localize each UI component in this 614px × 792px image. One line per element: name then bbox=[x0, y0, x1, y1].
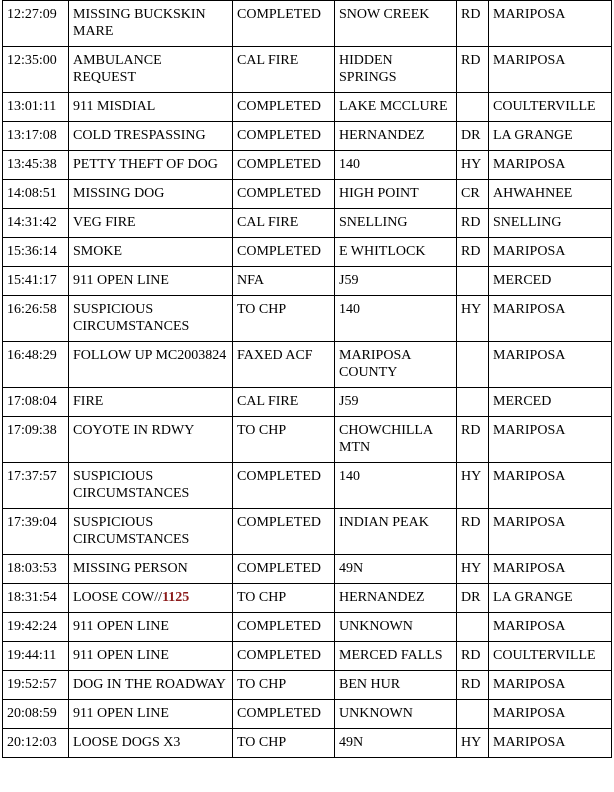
call-type-cell-text: COLD TRESPASSING bbox=[73, 128, 206, 143]
location-cell bbox=[335, 388, 457, 417]
disposition-cell bbox=[233, 209, 335, 238]
disposition-cell bbox=[233, 296, 335, 342]
city-cell bbox=[489, 209, 612, 238]
table-row bbox=[3, 642, 612, 671]
call-type-cell-text: LOOSE DOGS X3 bbox=[73, 735, 181, 750]
disposition-cell-text: TO CHP bbox=[237, 735, 287, 750]
road-type-cell-text: HY bbox=[461, 561, 482, 576]
time-cell bbox=[3, 342, 69, 388]
disposition-cell bbox=[233, 47, 335, 93]
time-cell bbox=[3, 151, 69, 180]
city-cell bbox=[489, 417, 612, 463]
call-type-cell-text: AMBULANCE REQUEST bbox=[73, 53, 162, 85]
city-cell-text: MERCED bbox=[493, 394, 552, 409]
location-cell-text: MERCED FALLS bbox=[339, 648, 443, 663]
road-type-cell bbox=[457, 417, 489, 463]
road-type-cell bbox=[457, 180, 489, 209]
time-cell-text: 19:44:11 bbox=[7, 648, 57, 663]
location-cell bbox=[335, 267, 457, 296]
disposition-cell-text: COMPLETED bbox=[237, 186, 321, 201]
call-type-cell-text: 911 MISDIAL bbox=[73, 99, 156, 114]
road-type-cell bbox=[457, 151, 489, 180]
call-type-cell-text: FIRE bbox=[73, 394, 104, 409]
location-cell bbox=[335, 584, 457, 613]
disposition-cell bbox=[233, 463, 335, 509]
call-type-cell bbox=[69, 584, 233, 613]
disposition-cell-text: TO CHP bbox=[237, 677, 287, 692]
table-row bbox=[3, 671, 612, 700]
time-cell bbox=[3, 671, 69, 700]
time-cell bbox=[3, 296, 69, 342]
disposition-cell-text: FAXED ACF bbox=[237, 348, 313, 363]
location-cell bbox=[335, 417, 457, 463]
time-cell-text: 15:41:17 bbox=[7, 273, 57, 288]
road-type-cell-text: RD bbox=[461, 515, 481, 530]
time-cell bbox=[3, 463, 69, 509]
road-type-cell-text: HY bbox=[461, 735, 482, 750]
city-cell-text: MARIPOSA bbox=[493, 423, 566, 438]
disposition-cell bbox=[233, 180, 335, 209]
table-row bbox=[3, 296, 612, 342]
city-cell-text: MARIPOSA bbox=[493, 561, 566, 576]
disposition-cell-text: NFA bbox=[237, 273, 264, 288]
disposition-cell-text: COMPLETED bbox=[237, 469, 321, 484]
disposition-cell-text: COMPLETED bbox=[237, 7, 321, 22]
road-type-cell-text: RD bbox=[461, 215, 481, 230]
disposition-cell bbox=[233, 342, 335, 388]
road-type-cell-text: RD bbox=[461, 677, 481, 692]
time-cell bbox=[3, 267, 69, 296]
road-type-cell-text: RD bbox=[461, 53, 481, 68]
disposition-cell-text: COMPLETED bbox=[237, 128, 321, 143]
city-cell-text: MERCED bbox=[493, 273, 552, 288]
city-cell-text: MARIPOSA bbox=[493, 735, 566, 750]
table-row bbox=[3, 180, 612, 209]
call-type-cell bbox=[69, 47, 233, 93]
time-cell bbox=[3, 238, 69, 267]
disposition-cell-text: COMPLETED bbox=[237, 99, 321, 114]
city-cell bbox=[489, 613, 612, 642]
location-cell bbox=[335, 151, 457, 180]
table-row bbox=[3, 267, 612, 296]
location-cell-text: SNOW CREEK bbox=[339, 7, 430, 22]
city-cell bbox=[489, 671, 612, 700]
city-cell bbox=[489, 180, 612, 209]
call-type-cell bbox=[69, 388, 233, 417]
call-type-cell-text: MISSING DOG bbox=[73, 186, 165, 201]
city-cell bbox=[489, 93, 612, 122]
time-cell bbox=[3, 122, 69, 151]
time-cell-text: 16:48:29 bbox=[7, 348, 57, 363]
location-cell-text: UNKNOWN bbox=[339, 619, 413, 634]
call-type-cell bbox=[69, 209, 233, 238]
disposition-cell-text: TO CHP bbox=[237, 423, 287, 438]
call-type-cell bbox=[69, 417, 233, 463]
location-cell-text: SNELLING bbox=[339, 215, 408, 230]
road-type-cell bbox=[457, 388, 489, 417]
disposition-cell bbox=[233, 555, 335, 584]
time-cell bbox=[3, 93, 69, 122]
call-type-cell bbox=[69, 1, 233, 47]
call-type-cell bbox=[69, 642, 233, 671]
road-type-cell bbox=[457, 47, 489, 93]
location-cell bbox=[335, 180, 457, 209]
call-type-cell bbox=[69, 700, 233, 729]
time-cell bbox=[3, 700, 69, 729]
location-cell bbox=[335, 671, 457, 700]
time-cell-text: 14:31:42 bbox=[7, 215, 57, 230]
disposition-cell bbox=[233, 642, 335, 671]
city-cell bbox=[489, 642, 612, 671]
road-type-cell bbox=[457, 584, 489, 613]
road-type-cell-text: HY bbox=[461, 302, 482, 317]
road-type-cell bbox=[457, 342, 489, 388]
table-row bbox=[3, 584, 612, 613]
location-cell-text: LAKE MCCLURE bbox=[339, 99, 448, 114]
location-cell-text: INDIAN PEAK bbox=[339, 515, 429, 530]
city-cell bbox=[489, 267, 612, 296]
call-type-cell-text: SUSPICIOUS CIRCUMSTANCES bbox=[73, 515, 190, 547]
road-type-cell bbox=[457, 238, 489, 267]
disposition-cell-text: CAL FIRE bbox=[237, 394, 299, 409]
time-cell-text: 15:36:14 bbox=[7, 244, 57, 259]
disposition-cell-text: TO CHP bbox=[237, 302, 287, 317]
road-type-cell bbox=[457, 267, 489, 296]
city-cell bbox=[489, 463, 612, 509]
city-cell bbox=[489, 388, 612, 417]
time-cell-text: 12:27:09 bbox=[7, 7, 57, 22]
city-cell-text: MARIPOSA bbox=[493, 244, 566, 259]
table-row bbox=[3, 1, 612, 47]
call-code-highlight: 1125 bbox=[162, 590, 190, 605]
time-cell bbox=[3, 584, 69, 613]
road-type-cell-text: HY bbox=[461, 469, 482, 484]
call-type-cell bbox=[69, 180, 233, 209]
time-cell-text: 16:26:58 bbox=[7, 302, 57, 317]
table-row bbox=[3, 463, 612, 509]
location-cell-text: 49N bbox=[339, 735, 364, 750]
city-cell bbox=[489, 238, 612, 267]
road-type-cell bbox=[457, 122, 489, 151]
time-cell-text: 20:08:59 bbox=[7, 706, 57, 721]
time-cell bbox=[3, 1, 69, 47]
location-cell bbox=[335, 342, 457, 388]
location-cell-text: CHOWCHILLA MTN bbox=[339, 423, 433, 455]
time-cell-text: 18:31:54 bbox=[7, 590, 57, 605]
city-cell bbox=[489, 342, 612, 388]
time-cell bbox=[3, 613, 69, 642]
disposition-cell bbox=[233, 267, 335, 296]
location-cell bbox=[335, 296, 457, 342]
location-cell bbox=[335, 209, 457, 238]
table-row bbox=[3, 151, 612, 180]
city-cell bbox=[489, 729, 612, 758]
time-cell-text: 19:52:57 bbox=[7, 677, 57, 692]
disposition-cell-text: COMPLETED bbox=[237, 619, 321, 634]
call-type-cell-text: MISSING PERSON bbox=[73, 561, 188, 576]
road-type-cell-text: CR bbox=[461, 186, 480, 201]
location-cell-text: 140 bbox=[339, 157, 360, 172]
disposition-cell-text: TO CHP bbox=[237, 590, 287, 605]
call-type-cell-text: 911 OPEN LINE bbox=[73, 706, 169, 721]
location-cell bbox=[335, 700, 457, 729]
time-cell-text: 13:45:38 bbox=[7, 157, 57, 172]
call-type-cell-text: MISSING BUCKSKIN MARE bbox=[73, 7, 206, 39]
call-type-cell bbox=[69, 729, 233, 758]
call-type-cell bbox=[69, 463, 233, 509]
city-cell bbox=[489, 555, 612, 584]
road-type-cell bbox=[457, 729, 489, 758]
city-cell-text: MARIPOSA bbox=[493, 302, 566, 317]
disposition-cell-text: COMPLETED bbox=[237, 706, 321, 721]
road-type-cell bbox=[457, 209, 489, 238]
city-cell-text: AHWAHNEE bbox=[493, 186, 573, 201]
time-cell bbox=[3, 642, 69, 671]
city-cell-text: MARIPOSA bbox=[493, 157, 566, 172]
time-cell bbox=[3, 555, 69, 584]
time-cell bbox=[3, 47, 69, 93]
table-row bbox=[3, 388, 612, 417]
disposition-cell-text: COMPLETED bbox=[237, 648, 321, 663]
location-cell-text: J59 bbox=[339, 273, 359, 288]
call-type-cell-text: 911 OPEN LINE bbox=[73, 273, 169, 288]
road-type-cell bbox=[457, 671, 489, 700]
city-cell bbox=[489, 151, 612, 180]
table-row bbox=[3, 342, 612, 388]
city-cell-text: LA GRANGE bbox=[493, 128, 573, 143]
call-type-cell bbox=[69, 555, 233, 584]
call-type-cell-text: FOLLOW UP MC2003824 bbox=[73, 348, 227, 363]
time-cell-text: 17:08:04 bbox=[7, 394, 57, 409]
location-cell bbox=[335, 93, 457, 122]
disposition-cell bbox=[233, 238, 335, 267]
time-cell bbox=[3, 180, 69, 209]
road-type-cell-text: HY bbox=[461, 157, 482, 172]
time-cell-text: 13:17:08 bbox=[7, 128, 57, 143]
city-cell bbox=[489, 1, 612, 47]
disposition-cell-text: COMPLETED bbox=[237, 244, 321, 259]
road-type-cell bbox=[457, 509, 489, 555]
location-cell-text: UNKNOWN bbox=[339, 706, 413, 721]
table-row bbox=[3, 47, 612, 93]
city-cell-text: MARIPOSA bbox=[493, 469, 566, 484]
time-cell-text: 13:01:11 bbox=[7, 99, 57, 114]
table-row bbox=[3, 209, 612, 238]
road-type-cell-text: RD bbox=[461, 244, 481, 259]
location-cell-text: 140 bbox=[339, 302, 360, 317]
city-cell-text: MARIPOSA bbox=[493, 706, 566, 721]
city-cell-text: MARIPOSA bbox=[493, 677, 566, 692]
disposition-cell bbox=[233, 122, 335, 151]
table-row bbox=[3, 729, 612, 758]
road-type-cell-text: RD bbox=[461, 648, 481, 663]
location-cell-text: HERNANDEZ bbox=[339, 128, 425, 143]
disposition-cell bbox=[233, 1, 335, 47]
table-row bbox=[3, 238, 612, 267]
time-cell bbox=[3, 209, 69, 238]
disposition-cell bbox=[233, 700, 335, 729]
location-cell-text: 140 bbox=[339, 469, 360, 484]
road-type-cell bbox=[457, 463, 489, 509]
call-type-cell bbox=[69, 151, 233, 180]
time-cell-text: 18:03:53 bbox=[7, 561, 57, 576]
road-type-cell bbox=[457, 296, 489, 342]
call-type-cell-text: VEG FIRE bbox=[73, 215, 136, 230]
call-type-cell-text: LOOSE COW// bbox=[73, 590, 163, 605]
call-type-cell-text: PETTY THEFT OF DOG bbox=[73, 157, 218, 172]
city-cell bbox=[489, 122, 612, 151]
disposition-cell-text: COMPLETED bbox=[237, 157, 321, 172]
call-type-cell bbox=[69, 671, 233, 700]
call-type-cell bbox=[69, 267, 233, 296]
table-row bbox=[3, 417, 612, 463]
disposition-cell-text: CAL FIRE bbox=[237, 215, 299, 230]
city-cell-text: MARIPOSA bbox=[493, 515, 566, 530]
call-log-table bbox=[2, 0, 612, 758]
location-cell-text: BEN HUR bbox=[339, 677, 401, 692]
call-type-cell bbox=[69, 342, 233, 388]
location-cell bbox=[335, 1, 457, 47]
location-cell bbox=[335, 122, 457, 151]
table-row bbox=[3, 122, 612, 151]
location-cell bbox=[335, 463, 457, 509]
call-type-cell-text: SUSPICIOUS CIRCUMSTANCES bbox=[73, 302, 190, 334]
city-cell-text: COULTERVILLE bbox=[493, 648, 596, 663]
city-cell-text: MARIPOSA bbox=[493, 348, 566, 363]
location-cell-text: HIGH POINT bbox=[339, 186, 419, 201]
road-type-cell-text: DR bbox=[461, 128, 481, 143]
disposition-cell bbox=[233, 613, 335, 642]
location-cell bbox=[335, 509, 457, 555]
location-cell bbox=[335, 238, 457, 267]
location-cell-text: MARIPOSA COUNTY bbox=[339, 348, 411, 380]
time-cell-text: 17:39:04 bbox=[7, 515, 57, 530]
disposition-cell-text: COMPLETED bbox=[237, 515, 321, 530]
city-cell bbox=[489, 47, 612, 93]
time-cell-text: 17:37:57 bbox=[7, 469, 57, 484]
location-cell bbox=[335, 642, 457, 671]
call-type-cell bbox=[69, 238, 233, 267]
road-type-cell bbox=[457, 642, 489, 671]
call-type-cell-text: 911 OPEN LINE bbox=[73, 619, 169, 634]
disposition-cell bbox=[233, 93, 335, 122]
city-cell-text: MARIPOSA bbox=[493, 619, 566, 634]
disposition-cell bbox=[233, 509, 335, 555]
call-type-cell-text: SMOKE bbox=[73, 244, 123, 259]
location-cell-text: E WHITLOCK bbox=[339, 244, 426, 259]
call-type-cell-text: DOG IN THE ROADWAY bbox=[73, 677, 226, 692]
call-type-cell-text: COYOTE IN RDWY bbox=[73, 423, 195, 438]
city-cell-text: MARIPOSA bbox=[493, 53, 566, 68]
location-cell-text: 49N bbox=[339, 561, 364, 576]
call-type-cell bbox=[69, 296, 233, 342]
city-cell bbox=[489, 584, 612, 613]
call-type-cell bbox=[69, 613, 233, 642]
table-row bbox=[3, 509, 612, 555]
road-type-cell bbox=[457, 613, 489, 642]
call-type-cell-text: SUSPICIOUS CIRCUMSTANCES bbox=[73, 469, 190, 501]
road-type-cell bbox=[457, 1, 489, 47]
road-type-cell-text: DR bbox=[461, 590, 481, 605]
location-cell bbox=[335, 47, 457, 93]
time-cell-text: 12:35:00 bbox=[7, 53, 57, 68]
location-cell-text: HERNANDEZ bbox=[339, 590, 425, 605]
road-type-cell bbox=[457, 700, 489, 729]
time-cell-text: 14:08:51 bbox=[7, 186, 57, 201]
location-cell-text: J59 bbox=[339, 394, 359, 409]
road-type-cell-text: RD bbox=[461, 423, 481, 438]
call-log-body bbox=[3, 1, 612, 758]
disposition-cell-text: CAL FIRE bbox=[237, 53, 299, 68]
time-cell bbox=[3, 417, 69, 463]
time-cell bbox=[3, 509, 69, 555]
table-row bbox=[3, 700, 612, 729]
call-type-cell bbox=[69, 93, 233, 122]
disposition-cell bbox=[233, 729, 335, 758]
city-cell-text: LA GRANGE bbox=[493, 590, 573, 605]
city-cell bbox=[489, 296, 612, 342]
time-cell bbox=[3, 729, 69, 758]
road-type-cell bbox=[457, 555, 489, 584]
city-cell-text: SNELLING bbox=[493, 215, 562, 230]
table-row bbox=[3, 93, 612, 122]
call-type-cell-text: 911 OPEN LINE bbox=[73, 648, 169, 663]
disposition-cell bbox=[233, 584, 335, 613]
time-cell bbox=[3, 388, 69, 417]
call-type-cell bbox=[69, 122, 233, 151]
location-cell bbox=[335, 729, 457, 758]
disposition-cell bbox=[233, 417, 335, 463]
disposition-cell bbox=[233, 151, 335, 180]
time-cell-text: 20:12:03 bbox=[7, 735, 57, 750]
road-type-cell bbox=[457, 93, 489, 122]
disposition-cell-text: COMPLETED bbox=[237, 561, 321, 576]
city-cell bbox=[489, 509, 612, 555]
table-row bbox=[3, 555, 612, 584]
city-cell bbox=[489, 700, 612, 729]
disposition-cell bbox=[233, 671, 335, 700]
disposition-cell bbox=[233, 388, 335, 417]
time-cell-text: 19:42:24 bbox=[7, 619, 57, 634]
time-cell-text: 17:09:38 bbox=[7, 423, 57, 438]
location-cell bbox=[335, 613, 457, 642]
table-row bbox=[3, 613, 612, 642]
location-cell bbox=[335, 555, 457, 584]
city-cell-text: COULTERVILLE bbox=[493, 99, 596, 114]
road-type-cell-text: RD bbox=[461, 7, 481, 22]
call-type-cell bbox=[69, 509, 233, 555]
city-cell-text: MARIPOSA bbox=[493, 7, 566, 22]
location-cell-text: HIDDEN SPRINGS bbox=[339, 53, 397, 85]
